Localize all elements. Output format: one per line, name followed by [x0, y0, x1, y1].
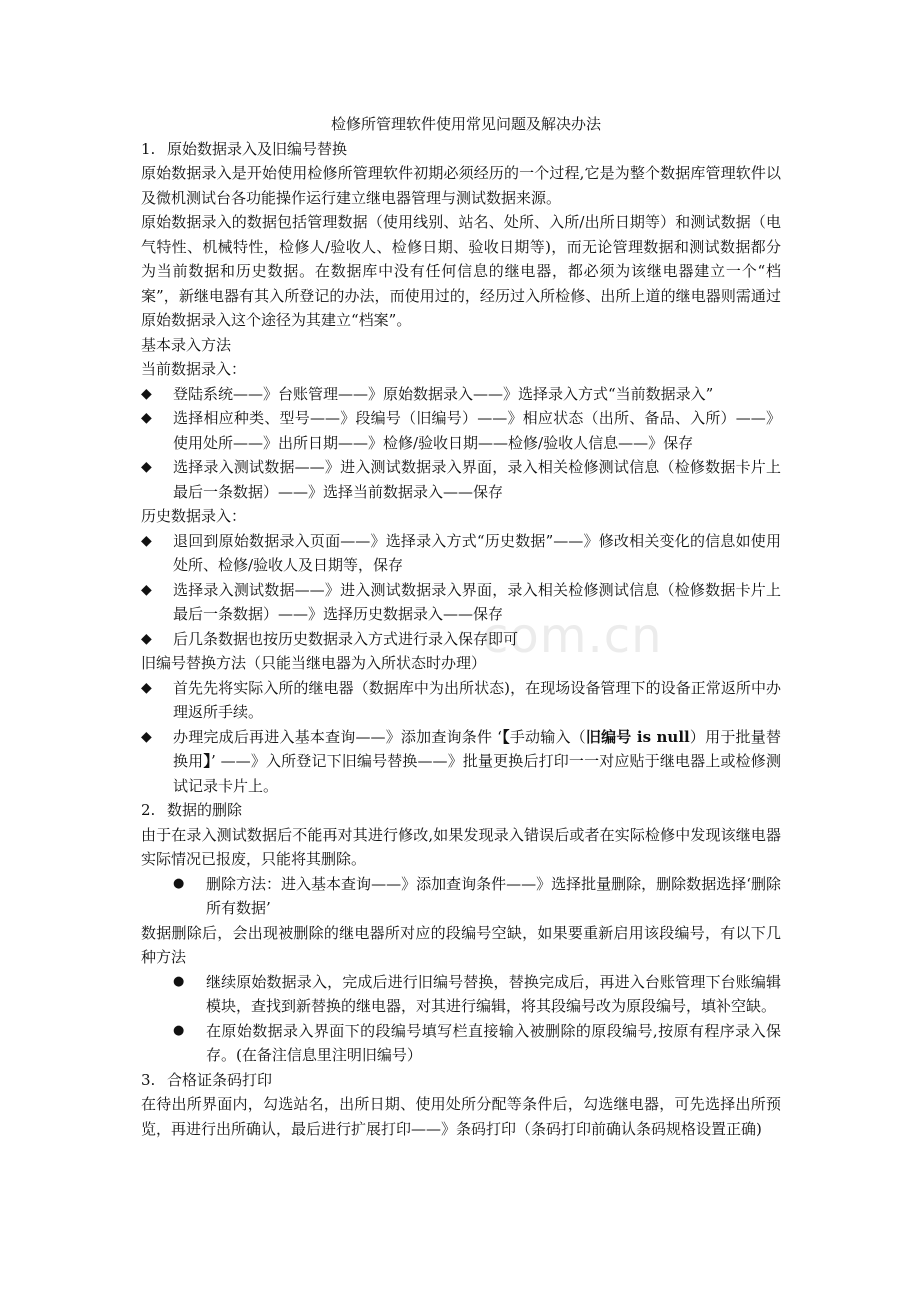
diamond-bullet-icon: ◆: [141, 532, 152, 549]
list-item-text: 登陆系统——》台账管理——》原始数据录入——》选择录入方式“当前数据录入”: [173, 384, 714, 403]
paragraph: 由于在录入测试数据后不能再对其进行修改,如果发现录入错误后或者在实际检修中发现该继电器实际情况已报废，只能将其删除。: [141, 825, 781, 868]
text-run: 办理完成后再进入基本查询——》添加查询条件 ‘: [173, 727, 502, 746]
list-item-text: 删除方法：进入基本查询——》添加查询条件——》选择批量删除，删除数据选择‘删除所有数据’: [206, 874, 781, 917]
bold-text-run: 】: [203, 752, 211, 770]
list-item-text: [173, 725, 781, 799]
list-item-text: 后几条数据也按历史数据录入方式进行录入保存即可: [173, 629, 519, 648]
section-title: 数据的删除: [167, 801, 243, 819]
diamond-bullet-icon: ◆: [141, 410, 152, 426]
subheading: 当前数据录入：: [141, 360, 247, 378]
list-item-text: 选择录入测试数据——》进入测试数据录入界面，录入相关检修测试信息（检修数据卡片上最后一条数据）——》选择当前数据录入——保存: [173, 458, 781, 501]
section-number: 2.: [141, 801, 156, 819]
diamond-bullet-icon: ◆: [141, 385, 152, 402]
list-item-text: 继续原始数据录入，完成后进行旧编号替换，替换完成后，再进入台账管理下台账编辑模块，查找到新替换的继电器，对其进行编辑，将其段编号改为原段编号，填补空缺。: [206, 972, 781, 1015]
list-item: [141, 676, 781, 725]
subheading: 历史数据录入：: [141, 507, 247, 525]
list-item: [141, 872, 781, 921]
paragraph: 数据删除后，会出现被删除的继电器所对应的段编号空缺，如果要重新启用该段编号，有以下几种方法: [141, 923, 781, 966]
dot-bullet-icon: ●: [173, 1022, 185, 1038]
text-run: 手动输入（: [509, 727, 586, 746]
section-number: 3.: [141, 1070, 156, 1089]
list-item-text: 首先先将实际入所的继电器（数据库中为出所状态)，在现场设备管理下的设备正常返所中办理返所手续。: [173, 678, 781, 721]
text-run: ’ ——》入所登记下旧编号替换——》批量更换后打印一一对应贴于继电器上或检修测试记录卡片上。: [173, 752, 781, 795]
list-item-text: 在原始数据录入界面下的段编号填写栏直接输入被删除的原段编号,按原有程序录入保存。(在备注信息里注明旧编号）: [206, 1021, 781, 1064]
diamond-bullet-icon: ◆: [141, 581, 152, 598]
diamond-bullet-icon: ◆: [141, 728, 152, 745]
text-run: ）用于批量替换用: [173, 727, 781, 770]
section-title: 原始数据录入及旧编号替换: [167, 139, 348, 158]
list-item: [141, 627, 781, 652]
bold-text-run: 【: [501, 727, 510, 746]
list-item: [141, 406, 781, 455]
bold-text-run: 旧编号 is null: [585, 727, 690, 746]
list-item-text: 选择相应种类、型号——》段编号（旧编号）——》相应状态（出所、备品、入所）——》使用处所——》出所日期——》检修/验收日期——检修/验收人信息——》保存: [173, 409, 781, 452]
list-item: [141, 529, 781, 578]
list-item: [141, 1019, 781, 1068]
list-item: [141, 382, 781, 407]
list-item: [141, 970, 781, 1019]
list-item: [141, 455, 781, 504]
diamond-bullet-icon: ◆: [141, 630, 152, 647]
section-number: 1.: [141, 139, 156, 158]
watermark: com.cn: [482, 608, 663, 664]
subheading: 基本录入方法: [141, 335, 232, 354]
list-item: [141, 578, 781, 627]
list-item-text: 选择录入测试数据——》进入测试数据录入界面，录入相关检修测试信息（检修数据卡片上最后一条数据）——》选择历史数据录入——保存: [173, 580, 781, 623]
document-title: 检修所管理软件使用常见问题及解决办法: [330, 115, 601, 133]
dot-bullet-icon: ●: [173, 973, 185, 989]
paragraph: 原始数据录入是开始使用检修所管理软件初期必须经历的一个过程,它是为整个数据库管理软件以及微机测试台各功能操作运行建立继电器管理与测试数据来源。: [141, 164, 781, 207]
subheading: 旧编号替换方法（只能当继电器为入所状态时办理）: [141, 654, 487, 672]
dot-bullet-icon: ●: [173, 875, 185, 891]
list-item-text: 退回到原始数据录入页面——》选择录入方式“历史数据”——》修改相关变化的信息如使用处所、检修/验收人及日期等，保存: [173, 531, 781, 574]
section-heading-3: [141, 1068, 781, 1093]
paragraph: 在待出所界面内，勾选站名，出所日期、使用处所分配等条件后，勾选继电器，可先选择出所预览，再进行出所确认，最后进行扩展打印——》条码打印（条码打印前确认条码规格设置正确): [141, 1095, 781, 1138]
paragraph: 原始数据录入的数据包括管理数据（使用线别、站名、处所、入所/出所日期等）和测试数据（电气特性、机械特性，检修人/验收人、检修日期、验收日期等)，而无论管理数据和测试数据都分为当前数据和历史数据。在数据库中没有任何信息的继电器，都必须为该继电器建立一个“档案”，新继电器有其入所登记的办法，而使用过的，经历过入所检修、出所上道的继电器则需通过原始数据录入这个途径为其建立“档案”。: [141, 213, 781, 329]
section-heading-2: [141, 798, 781, 823]
diamond-bullet-icon: ◆: [141, 459, 152, 475]
diamond-bullet-icon: ◆: [141, 679, 152, 696]
list-item: [141, 725, 781, 799]
section-heading-1: [141, 137, 781, 162]
section-title: 合格证条码打印: [167, 1070, 273, 1089]
document-page: [141, 112, 781, 1141]
